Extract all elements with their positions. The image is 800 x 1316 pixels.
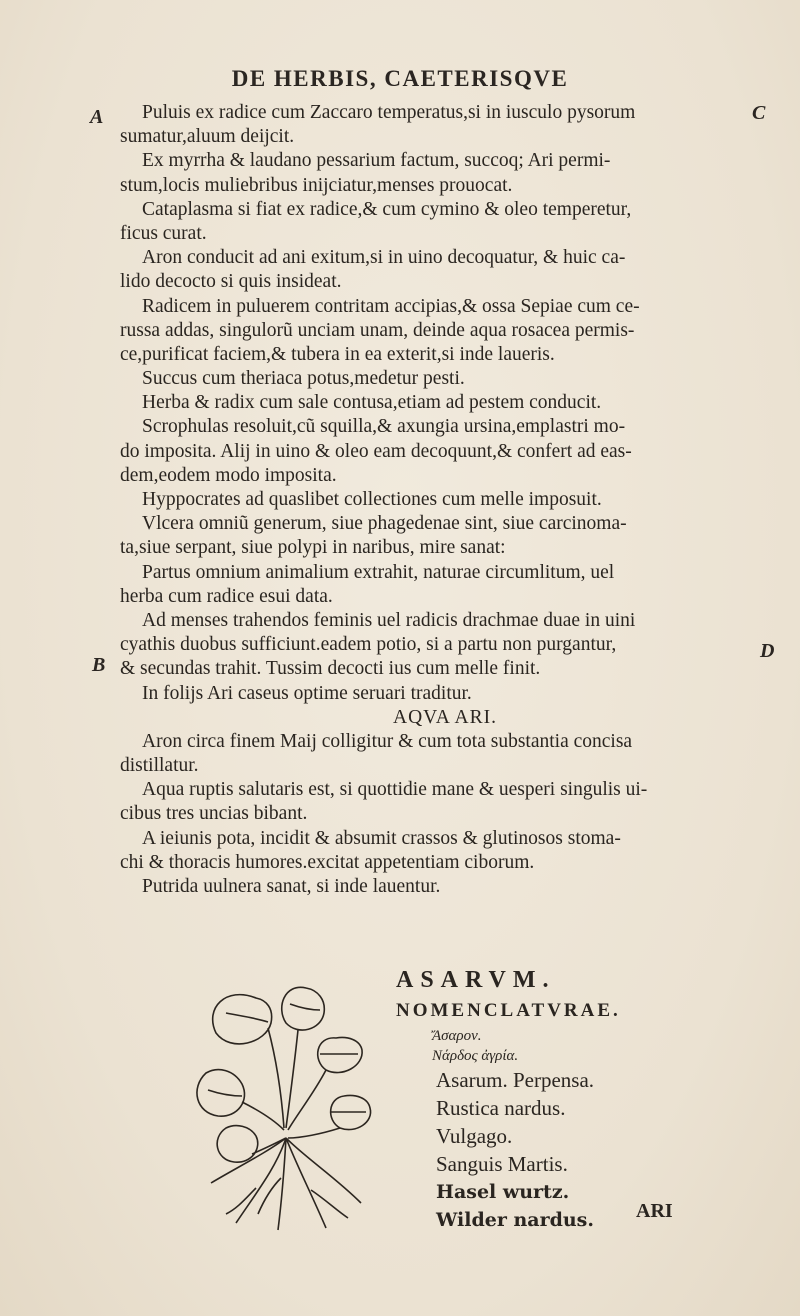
nomenclaturae-heading: NOMENCLATVRAE. [396,1000,621,1021]
asarum-heading-block [396,964,736,1234]
text-line: Partus omnium animalium extrahit, naturae circumlitum, uel [142,561,615,583]
plant-name: Vulgago. [436,1124,513,1148]
section-heading-aqua-ari: AQVA ARI. [393,706,497,728]
margin-letter-c: C [752,102,766,124]
text-line: A ieiunis pota, incidit & absumit crassos & glutinosos stoma- [142,827,621,849]
text-line: chi & thoracis humores.excitat appetentiam ciborum. [120,851,535,873]
text-line: distillatur. [120,755,199,777]
text-line: do imposita. Alij in uino & oleo eam decoquunt,& confert ad eas- [120,440,632,462]
text-line: Scrophulas resoluit,cũ squilla,& axungia ursina,emplastri mo- [142,416,626,438]
text-line: ce,purificat faciem,& tubera in ea exterit,si inde laueris. [120,343,555,365]
text-line: In folijs Ari caseus optime seruari traditur. [142,682,472,704]
text-line: & secundas trahit. Tussim decocti ius cum melle finit. [120,658,541,680]
asarum-title: ASARVM. [396,967,556,993]
german-name: Wilder nardus. [436,1209,594,1231]
text-line: cyathis duobus sufficiunt.eadem potio, si a partu non purgantur, [120,634,617,656]
text-line: Vlcera omniũ generum, siue phagedenae sint, siue carcinoma- [142,513,627,535]
text-line: Putrida uulnera sanat, si inde lauentur. [142,876,441,897]
margin-letter-a: A [90,106,104,128]
text-line: herba cum radice esui data. [120,585,333,607]
text-line: Aqua ruptis salutaris est, si quottidie mane & uesperi singulis ui- [142,779,648,801]
text-line: sumatur,aluum deijcit. [120,126,295,148]
margin-letter-b: B [92,654,106,676]
margin-letter-d: D [760,640,775,662]
text-line: ta,siue serpant, siue polypi in naribus, mire sanat: [120,537,506,559]
text-line: lido decocto si quis insideat. [120,271,342,293]
text-line: Puluis ex radice cum Zaccaro temperatus,si in iusculo pysorum [142,102,636,123]
text-line: cibus tres uncias bibant. [120,803,308,825]
plant-name: Sanguis Martis. [436,1152,568,1176]
text-line: ficus curat. [120,222,207,244]
plant-name: Rustica nardus. [436,1096,566,1120]
text-line: russa addas, singulorũ unciam unam, deinde aqua rosacea permis- [120,319,635,341]
text-line: Radicem in puluerem contritam accipias,& ossa Sepiae cum ce- [142,295,640,317]
text-line: dem,eodem modo imposita. [120,464,337,486]
text-line: Ad menses trahendos feminis uel radicis drachmae duae in uini [142,609,636,631]
text-line: Succus cum theriaca potus,medetur pesti. [142,368,465,390]
text-line: stum,locis muliebribus inijciatur,menses prouocat. [120,174,513,196]
asarum-woodcut-illustration [186,978,401,1236]
plant-name: Asarum. Perpensa. [436,1068,595,1092]
catchword: ARI [636,1200,673,1222]
text-line: Aron conducit ad ani exitum,si in uino decoquatur, & huic ca- [142,247,626,269]
text-line: Hyppocrates ad quaslibet collectiones cum melle imposuit. [142,489,602,510]
text-line: Cataplasma si fiat ex radice,& cum cymino & oleo temperetur, [142,198,632,220]
text-line: Aron circa finem Maij colligitur & cum tota substantia concisa [142,730,633,752]
greek-name: Ἄσαρον. [432,1028,482,1044]
body-text [120,101,770,899]
text-line: Ex myrrha & laudano pessarium factum, succoq; Ari permi- [142,150,611,172]
greek-name: Νάρδος ἀγρία. [432,1048,519,1064]
text-line: Herba & radix cum sale contusa,etiam ad pestem conducit. [142,392,602,414]
page-header: DE HERBIS, CAETERISQVE [231,66,569,91]
german-name: Hasel wurtz. [436,1181,570,1203]
